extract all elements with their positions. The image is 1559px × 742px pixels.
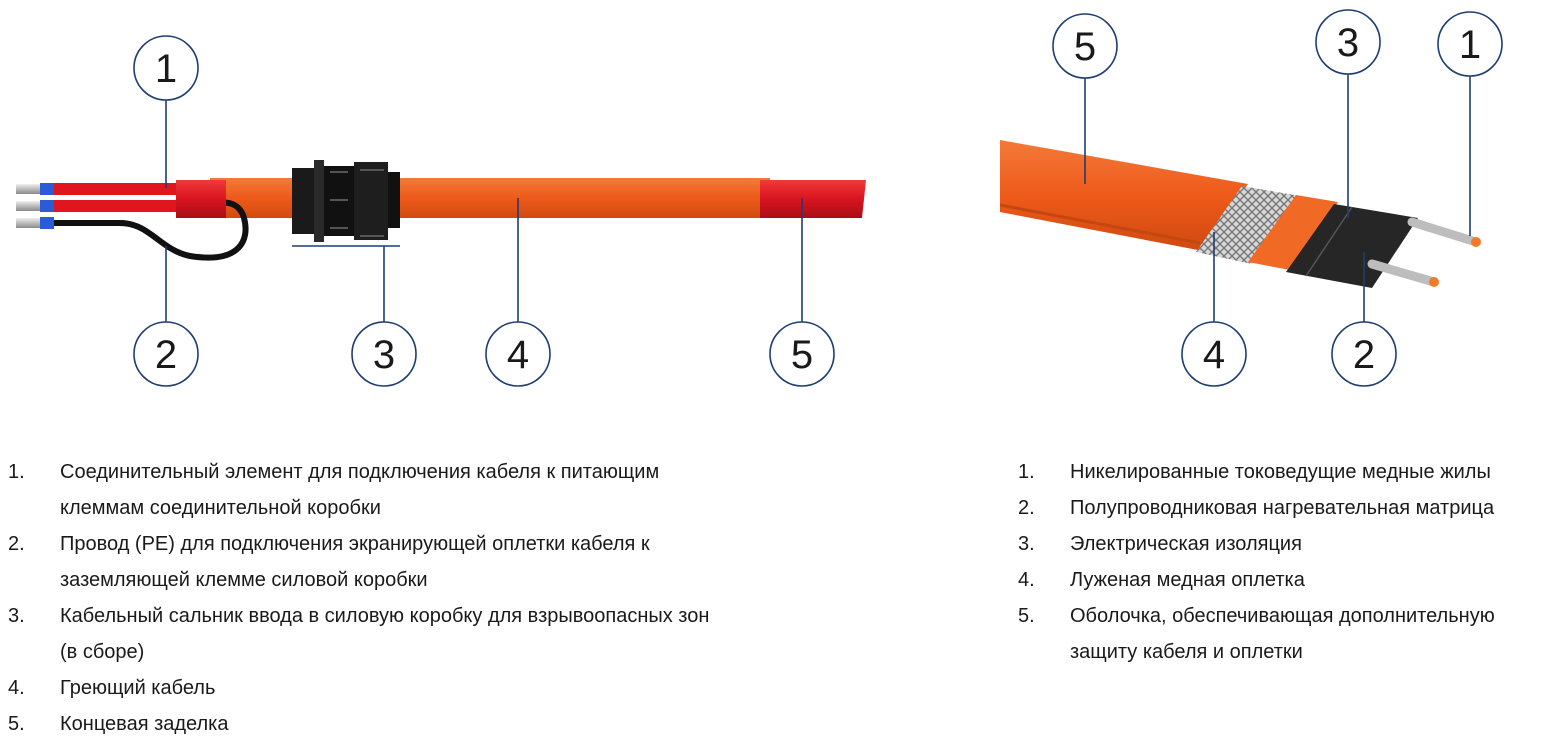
left-callout-5-label: 5 [790, 333, 814, 377]
right-callout-4 [1182, 322, 1246, 386]
legend-text: Греющий кабель [60, 677, 216, 699]
left-callout-3 [352, 322, 416, 386]
left-callout-4-label: 4 [506, 333, 530, 377]
wire-tip-3 [16, 218, 40, 228]
legend-right-item-5 [1018, 598, 1559, 670]
legend-text: Луженая медная оплетка [1070, 569, 1305, 591]
legend-number: 2. [8, 533, 25, 555]
right-callout-5 [1053, 14, 1117, 78]
right-callout-3 [1316, 10, 1380, 74]
conductor-top [1412, 222, 1476, 242]
left-callout-1 [134, 36, 198, 100]
right-callout-2-label: 2 [1352, 333, 1376, 377]
legend-left [8, 454, 808, 742]
legend-left-item-3 [8, 598, 808, 670]
right-cable-cutaway [1000, 140, 1481, 288]
legend-number: 4. [8, 677, 25, 699]
legend-number: 3. [8, 605, 25, 627]
left-callout-2 [134, 322, 198, 386]
legend-number: 1. [1018, 461, 1035, 483]
legend-number: 5. [8, 713, 25, 735]
legend-text: Никелированные токоведущие медные жилы [1070, 461, 1491, 483]
left-callout-2-label: 2 [154, 333, 178, 377]
end-seal [760, 180, 866, 218]
legend-left-item-4 [8, 670, 808, 706]
left-callout-4 [486, 322, 550, 386]
red-wire-1 [54, 183, 178, 195]
left-callout-5 [770, 322, 834, 386]
legend-text: Оболочка, обеспечивающая дополнительную защиту кабеля и оплетки [1070, 605, 1495, 663]
wire-tip-2 [16, 201, 40, 211]
ferrule-1 [40, 183, 54, 195]
legend-right-item-3 [1018, 526, 1559, 562]
left-callout-1-label: 1 [154, 47, 178, 91]
legend-left-item-1 [8, 454, 808, 526]
wire-tip-1 [16, 184, 40, 194]
right-callout-1 [1438, 12, 1502, 76]
legend-text: Концевая заделка [60, 713, 229, 735]
right-callout-3-label: 3 [1336, 21, 1360, 65]
legend-text: Соединительный элемент для подключения кабеля к питающим клеммам соединительной коробки [60, 461, 660, 519]
legend-right-item-2 [1018, 490, 1559, 526]
left-callout-3-label: 3 [372, 333, 396, 377]
ferrule-2 [40, 200, 54, 212]
legend-number: 5. [1018, 605, 1035, 627]
legend-right [1018, 454, 1559, 670]
legend-text: Провод (PE) для подключения экранирующей оплетки кабеля к заземляющей клемме силовой коробки [60, 533, 650, 591]
right-callout-5-label: 5 [1073, 25, 1097, 69]
legend-left-item-2 [8, 526, 808, 598]
legend-number: 2. [1018, 497, 1035, 519]
legend-right-item-1 [1018, 454, 1559, 490]
right-callout-1-label: 1 [1458, 23, 1482, 67]
ferrule-3 [40, 217, 54, 229]
legend-number: 4. [1018, 569, 1035, 591]
legend-text: Кабельный сальник ввода в силовую коробку для взрывоопасных зон (в сборе) [60, 605, 710, 663]
cable-gland [292, 160, 400, 242]
connector-sleeve [176, 180, 226, 218]
legend-right-item-4 [1018, 562, 1559, 598]
red-wire-2 [54, 200, 178, 212]
legend-number: 3. [1018, 533, 1035, 555]
legend-text: Электрическая изоляция [1070, 533, 1302, 555]
legend-left-item-5 [8, 706, 808, 742]
right-callout-2 [1332, 322, 1396, 386]
legend-number: 1. [8, 461, 25, 483]
right-callout-4-label: 4 [1202, 333, 1226, 377]
legend-text: Полупроводниковая нагревательная матрица [1070, 497, 1495, 519]
left-cable-assembly [16, 160, 866, 258]
